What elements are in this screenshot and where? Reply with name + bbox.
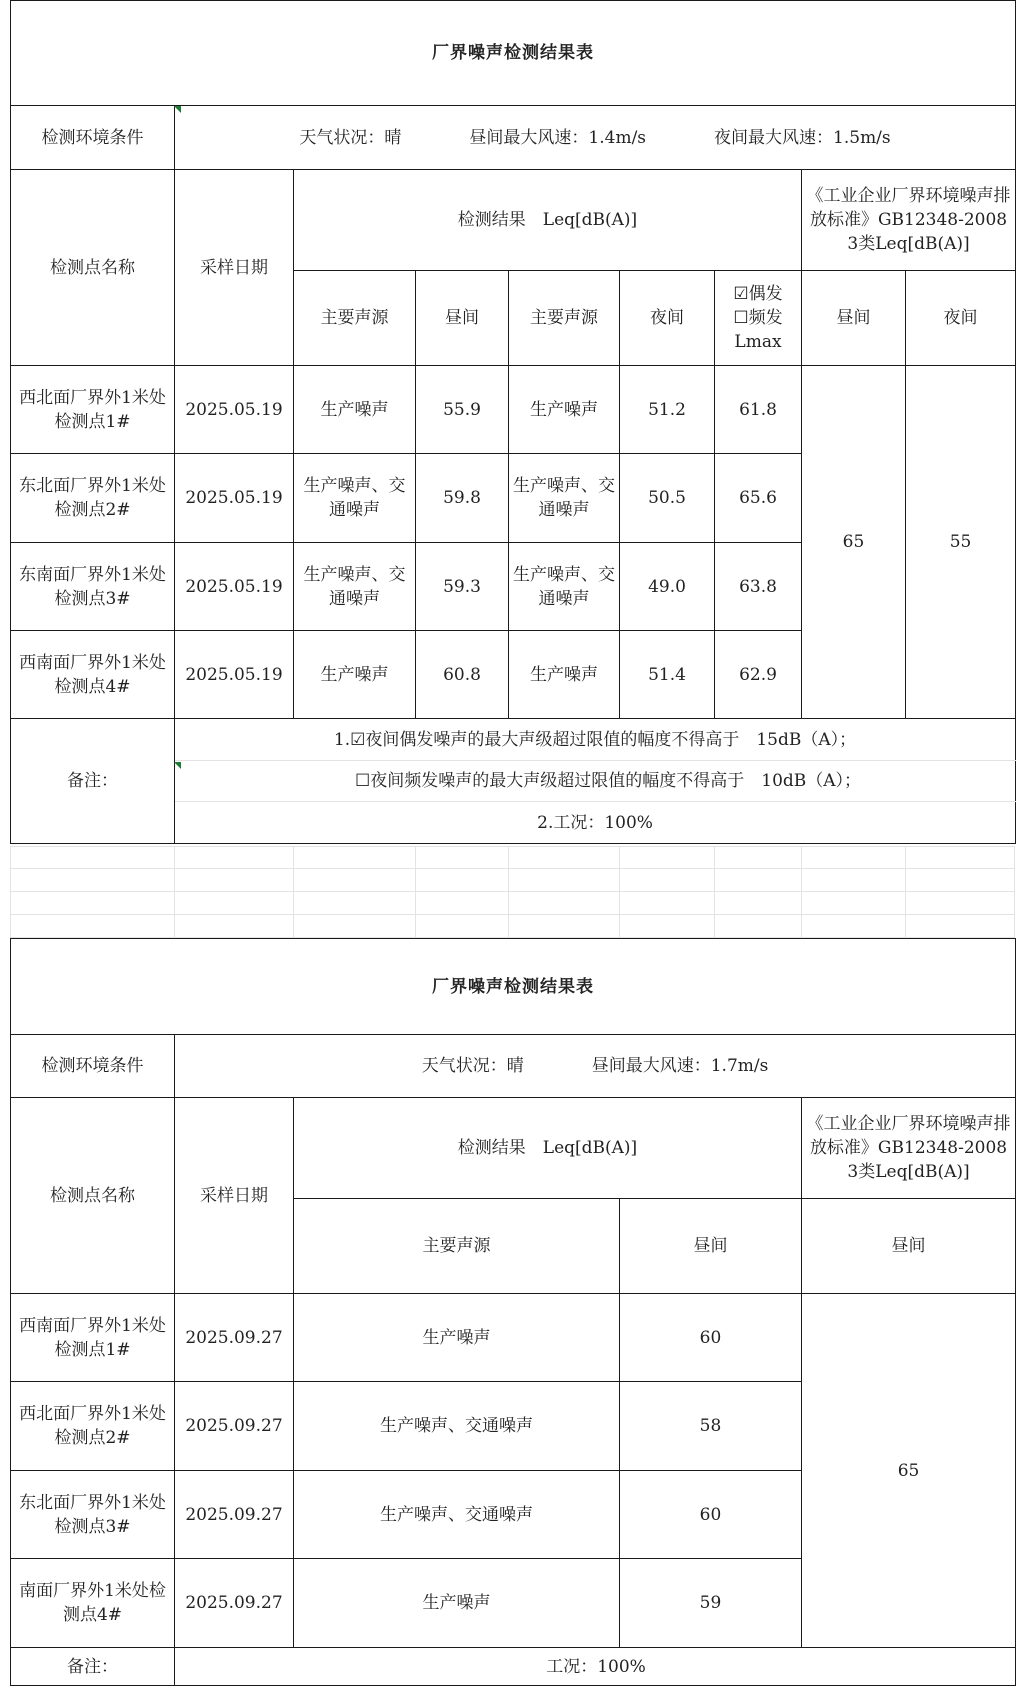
remark-occasional: 1.☑夜间偶发噪声的最大声级超过限值的幅度不得高于 15dB（A）； bbox=[175, 719, 1016, 761]
remark-working-condition: 2.工况：100% bbox=[175, 802, 1016, 844]
env-conditions-value bbox=[175, 1035, 1016, 1098]
header-standard-night: 夜间 bbox=[906, 271, 1016, 366]
noise-result-table-1 bbox=[10, 0, 1016, 844]
limit-night: 55 bbox=[906, 366, 1016, 719]
table-row bbox=[11, 366, 1016, 454]
table-title: 厂界噪声检测结果表 bbox=[11, 1, 1016, 106]
header-standard: 《工业企业厂界环境噪声排放标准》GB12348-2008 3类Leq[dB(A)] bbox=[802, 170, 1016, 271]
night-source: 生产噪声、交通噪声 bbox=[509, 454, 620, 543]
night-value: 51.2 bbox=[620, 366, 715, 454]
limit-day: 65 bbox=[802, 1294, 1016, 1648]
header-night: 夜间 bbox=[620, 271, 715, 366]
occasional-checkbox-label: ☑偶发 bbox=[733, 284, 783, 304]
point-name: 西南面厂界外1米处检测点4# bbox=[11, 631, 175, 719]
sample-date: 2025.09.27 bbox=[175, 1382, 294, 1471]
point-name: 西北面厂界外1米处检测点1# bbox=[11, 366, 175, 454]
point-name: 东南面厂界外1米处检测点3# bbox=[11, 543, 175, 631]
header-sample-date: 采样日期 bbox=[175, 170, 294, 366]
env-conditions-value bbox=[175, 106, 1016, 170]
header-lmax bbox=[715, 271, 802, 366]
header-day: 昼间 bbox=[416, 271, 509, 366]
lmax-value: 61.8 bbox=[715, 366, 802, 454]
day-value: 59.8 bbox=[416, 454, 509, 543]
header-point-name: 检测点名称 bbox=[11, 170, 175, 366]
day-value: 60 bbox=[620, 1294, 802, 1382]
header-day-source: 主要声源 bbox=[294, 271, 416, 366]
limit-day: 65 bbox=[802, 366, 906, 719]
env-conditions-label: 检测环境条件 bbox=[11, 1035, 175, 1098]
header-night-source: 主要声源 bbox=[509, 271, 620, 366]
point-name: 南面厂界外1米处检测点4# bbox=[11, 1559, 175, 1648]
cell-comment-marker bbox=[174, 106, 181, 113]
night-source: 生产噪声、交通噪声 bbox=[509, 543, 620, 631]
source: 生产噪声 bbox=[294, 1294, 620, 1382]
point-name: 西北面厂界外1米处检测点2# bbox=[11, 1382, 175, 1471]
sample-date: 2025.09.27 bbox=[175, 1294, 294, 1382]
day-value: 60.8 bbox=[416, 631, 509, 719]
night-value: 51.4 bbox=[620, 631, 715, 719]
night-value: 50.5 bbox=[620, 454, 715, 543]
table-row bbox=[11, 1294, 1016, 1382]
remark-label: 备注： bbox=[11, 719, 175, 844]
source: 生产噪声 bbox=[294, 1559, 620, 1648]
header-day: 昼间 bbox=[620, 1199, 802, 1294]
frequent-checkbox-label: ☐频发 bbox=[733, 308, 783, 328]
day-source: 生产噪声 bbox=[294, 631, 416, 719]
weather-text: 天气状况：晴 bbox=[299, 127, 402, 148]
day-wind-text: 昼间最大风速：1.7m/s bbox=[591, 1056, 769, 1076]
day-value: 59.3 bbox=[416, 543, 509, 631]
source: 生产噪声、交通噪声 bbox=[294, 1382, 620, 1471]
cell-comment-marker bbox=[174, 762, 181, 769]
night-wind-text: 夜间最大风速：1.5m/s bbox=[714, 127, 891, 148]
env-conditions-label: 检测环境条件 bbox=[11, 106, 175, 170]
remark-label: 备注： bbox=[11, 1648, 175, 1686]
header-source: 主要声源 bbox=[294, 1199, 620, 1294]
sample-date: 2025.05.19 bbox=[175, 366, 294, 454]
day-value: 59 bbox=[620, 1559, 802, 1648]
header-standard: 《工业企业厂界环境噪声排放标准》GB12348-2008 3类Leq[dB(A)] bbox=[802, 1098, 1016, 1199]
night-source: 生产噪声 bbox=[509, 631, 620, 719]
lmax-value: 65.6 bbox=[715, 454, 802, 543]
day-value: 58 bbox=[620, 1382, 802, 1471]
noise-result-table-2 bbox=[10, 938, 1016, 1686]
sample-date: 2025.09.27 bbox=[175, 1471, 294, 1559]
night-value: 49.0 bbox=[620, 543, 715, 631]
sample-date: 2025.05.19 bbox=[175, 631, 294, 719]
day-source: 生产噪声 bbox=[294, 366, 416, 454]
lmax-value: 62.9 bbox=[715, 631, 802, 719]
day-value: 55.9 bbox=[416, 366, 509, 454]
sample-date: 2025.09.27 bbox=[175, 1559, 294, 1648]
remark-frequent: ☐夜间频发噪声的最大声级超过限值的幅度不得高于 10dB（A）； bbox=[175, 761, 1016, 802]
sample-date: 2025.05.19 bbox=[175, 543, 294, 631]
header-result: 检测结果 Leq[dB(A)] bbox=[294, 1098, 802, 1199]
lmax-value: 63.8 bbox=[715, 543, 802, 631]
header-standard-day: 昼间 bbox=[802, 271, 906, 366]
sample-date: 2025.05.19 bbox=[175, 454, 294, 543]
point-name: 西南面厂界外1米处检测点1# bbox=[11, 1294, 175, 1382]
day-value: 60 bbox=[620, 1471, 802, 1559]
table-title: 厂界噪声检测结果表 bbox=[11, 939, 1016, 1035]
header-result: 检测结果 Leq[dB(A)] bbox=[294, 170, 802, 271]
remark-working-condition: 工况：100% bbox=[175, 1648, 1016, 1686]
header-sample-date: 采样日期 bbox=[175, 1098, 294, 1294]
weather-text: 天气状况：晴 bbox=[421, 1056, 524, 1076]
point-name: 东北面厂界外1米处检测点2# bbox=[11, 454, 175, 543]
day-wind-text: 昼间最大风速：1.4m/s bbox=[469, 127, 647, 148]
header-standard-day: 昼间 bbox=[802, 1199, 1016, 1294]
header-point-name: 检测点名称 bbox=[11, 1098, 175, 1294]
lmax-label: Lmax bbox=[734, 332, 782, 352]
day-source: 生产噪声、交通噪声 bbox=[294, 543, 416, 631]
point-name: 东北面厂界外1米处检测点3# bbox=[11, 1471, 175, 1559]
day-source: 生产噪声、交通噪声 bbox=[294, 454, 416, 543]
source: 生产噪声、交通噪声 bbox=[294, 1471, 620, 1559]
night-source: 生产噪声 bbox=[509, 366, 620, 454]
